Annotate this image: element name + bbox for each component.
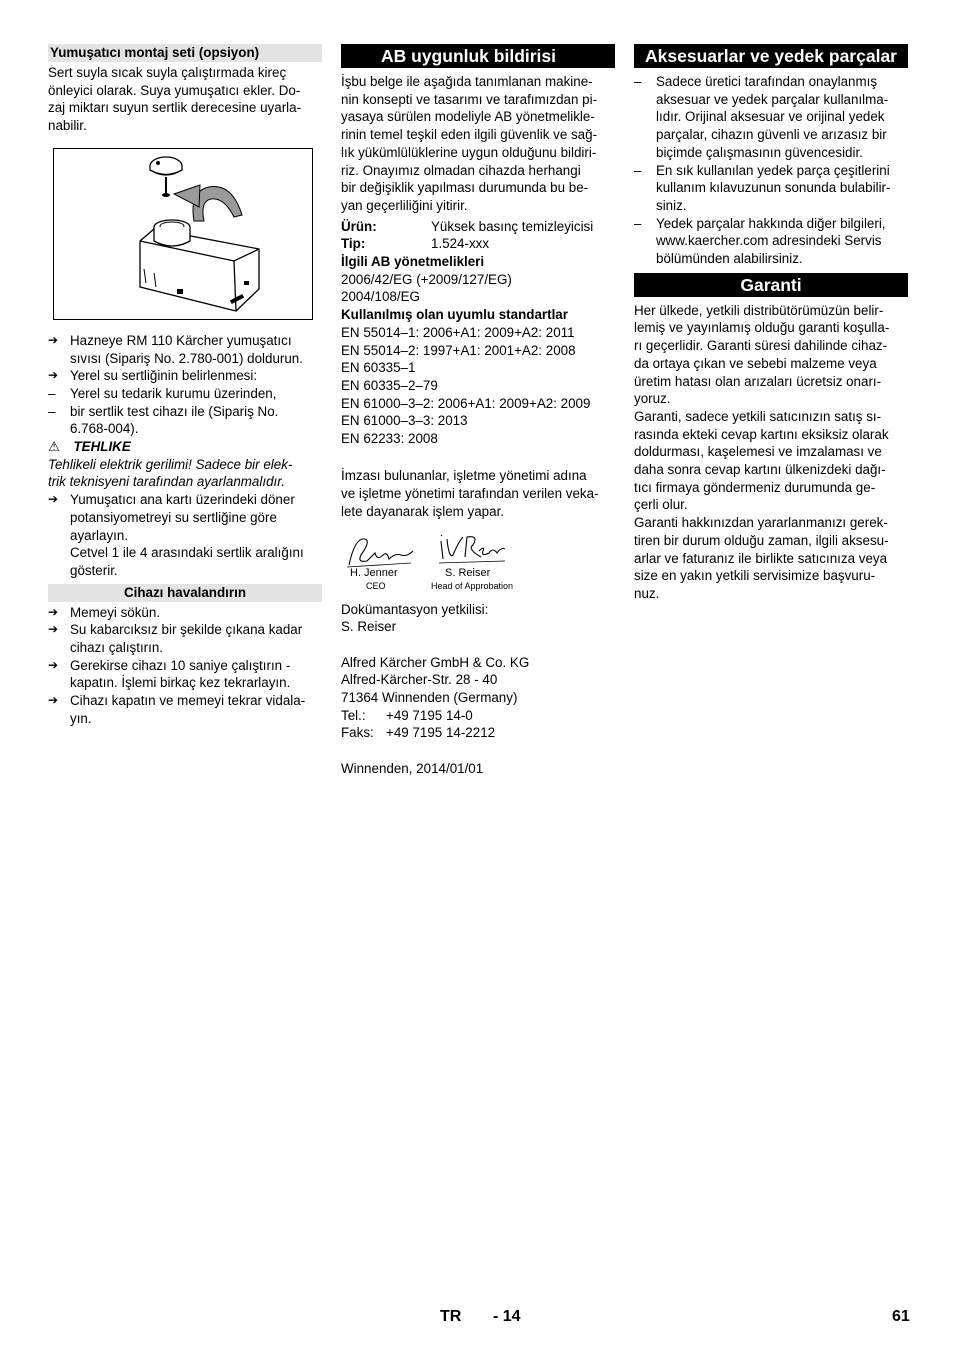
standard-line: EN 61000–3–2: 2006+A1: 2009+A2: 2009 (341, 395, 591, 411)
text-line: Yedek parçalar hakkında diğer bilgileri, (656, 215, 886, 231)
standard-line: EN 60335–2–79 (341, 377, 438, 393)
heading-softener-kit: Yumuşatıcı montaj seti (opsiyon) (48, 44, 322, 62)
text-line: cihazı çalıştırın. (70, 640, 164, 656)
text-line: Garanti, sadece yetkili satıcınızın satış sı- (634, 408, 882, 424)
list-item (48, 332, 322, 367)
signer2-name: S. Reiser (445, 566, 491, 579)
column-left (48, 44, 322, 728)
heading-eu-declaration: AB uygunluk bildirisi (341, 44, 615, 68)
dash-icon: – (48, 385, 56, 401)
tel-label: Tel.: (341, 707, 366, 723)
doc-label: Dokümantasyon yetkilisi: (341, 601, 489, 617)
doc-name: S. Reiser (341, 619, 397, 635)
list-item (48, 385, 322, 403)
signer1-role: CEO (366, 580, 386, 591)
steps-venting (48, 604, 322, 728)
column-right (634, 44, 908, 603)
type-row (341, 235, 615, 253)
text-line: size en yakın yetkili servisimize başvuru- (634, 568, 876, 584)
directives-label: İlgili AB yönetmelikleri (341, 254, 485, 270)
company-line: 71364 Winnenden (Germany) (341, 690, 518, 706)
list-item (634, 162, 908, 215)
text-line: da ortaya çıkan ve sebebi malzeme veya (634, 355, 877, 371)
text-line: Cetvel 1 ile 4 arasındaki sertlik aralığını (70, 545, 304, 561)
text-line: Yumuşatıcı ana kartı üzerindeki döner (70, 492, 295, 508)
type-value: 1.524-xxx (431, 236, 490, 252)
text-line: bir sertlik test cihazı ile (Sipariş No. (70, 403, 279, 419)
warning-title: TEHLIKE (73, 439, 131, 455)
text-line: nabilir. (48, 118, 87, 134)
directive-line: 2004/108/EG (341, 289, 420, 305)
heading-accessories: Aksesuarlar ve yedek parçalar (634, 44, 908, 68)
text-line: En sık kullanılan yedek parça çeşitlerini (656, 162, 890, 178)
text-line: Her ülkede, yetkili distribütörümüzün belir- (634, 302, 884, 318)
list-item (634, 215, 908, 268)
column-middle (341, 44, 615, 778)
danger-warning (48, 438, 322, 491)
text-line: 6.768-004). (70, 421, 139, 437)
signature-reiser (437, 531, 507, 565)
text-line: yoruz. (634, 391, 671, 407)
dash-icon: – (634, 74, 642, 89)
text-line: Memeyi sökün. (70, 604, 161, 620)
footer-language: TR (440, 1308, 462, 1325)
fax-value: +49 7195 14-2212 (386, 725, 496, 741)
text-line: nuz. (634, 585, 660, 601)
text-line: Sert suyla sıcak suyla çalıştırmada kireç (48, 65, 287, 80)
standard-line: EN 62233: 2008 (341, 431, 438, 447)
text-line: Yerel su tedarik kurumu üzerinden, (70, 385, 277, 401)
tel-row (341, 707, 615, 725)
text-line: yan geçerliliğini yitirir. (341, 197, 468, 213)
text-line: tıcı firmaya göndermeniz durumunda ge- (634, 479, 876, 495)
text-line: bölümünden alabilirsiniz. (656, 251, 803, 267)
signer1-name: H. Jenner (350, 566, 398, 579)
steps-fill (48, 332, 322, 438)
company-address (341, 654, 615, 743)
text-line: www.kaercher.com adresindeki Servis (656, 233, 882, 249)
text-line: potansiyometreyi su sertliğine göre (70, 509, 277, 525)
list-item (48, 403, 322, 438)
signers-intro (341, 467, 615, 520)
signature-block (341, 525, 615, 591)
text-line: rı geçerlidir. Garanti süresi dahilinde cihaz- (634, 338, 888, 354)
text-line: lıdır. Orijinal aksesuar ve orijinal yedek (656, 109, 885, 125)
signature-jenner (345, 533, 417, 569)
tel-value: +49 7195 14-0 (386, 707, 473, 723)
product-row (341, 218, 615, 236)
footer-page-number: 61 (892, 1308, 910, 1325)
product-label: Ürün: (341, 218, 377, 234)
steps-adjust (48, 491, 322, 580)
text-line: zaj miktarı suyun sertlik derecesine uyarla- (48, 100, 302, 116)
list-item (634, 73, 908, 162)
arrow-icon: ➔ (48, 492, 59, 507)
text-line: doldurması, kaşelemesi ve imzalaması ve (634, 444, 882, 460)
text-line: rasında ekteki cevap kartını eksiksiz olarak (634, 426, 889, 442)
text-line: yın. (70, 710, 92, 726)
text-line: lete dayanarak işlem yapar. (341, 503, 505, 519)
standards-list (341, 324, 615, 448)
warranty-text (634, 302, 908, 603)
text-line: nin konsepti ve tasarımı ve tarafımızdan pi- (341, 91, 598, 107)
dash-icon: – (634, 215, 642, 231)
text-line: Gerekirse cihazı 10 saniye çalıştırın - (70, 657, 291, 673)
list-item (48, 367, 322, 385)
accessories-list (634, 73, 908, 268)
text-line: kullanım kılavuzunun sonunda bulabilir- (656, 180, 891, 196)
text-line: Su kabarcıksız bir şekilde çıkana kadar (70, 622, 303, 638)
text-line: parçalar, cihazın güvenli ve arızasız bir (656, 127, 887, 143)
documentation-contact (341, 601, 615, 636)
text-line: riz. Onayımız olmadan cihazda herhangi (341, 162, 581, 178)
declaration-intro (341, 73, 615, 215)
place-date: Winnenden, 2014/01/01 (341, 760, 484, 776)
softener-intro (48, 64, 322, 135)
text-line: lık yükümlülüklerine uygun olduğunu bildiri- (341, 144, 597, 160)
text-line: ayarlayın. (70, 527, 129, 543)
text-line: daha sonra cevap kartını ülkenizdeki dağı- (634, 462, 886, 478)
text-line: Yerel su sertliğinin belirlenmesi: (70, 368, 258, 384)
arrow-icon: ➔ (48, 332, 59, 347)
list-item (48, 604, 322, 622)
arrow-icon: ➔ (48, 693, 59, 708)
text-line: önleyici olarak. Suya yumuşatıcı ekler. Do- (48, 82, 301, 98)
list-item (48, 657, 322, 692)
fax-label: Faks: (341, 725, 374, 741)
standard-line: EN 55014–1: 2006+A1: 2009+A2: 2011 (341, 324, 575, 340)
text-line: bir değişiklik yapılması durumunda bu be- (341, 180, 589, 196)
dash-icon: – (634, 162, 642, 178)
text-line: yasaya sürülen modeliyle AB yönetmelikle- (341, 109, 595, 125)
standard-line: EN 61000–3–3: 2013 (341, 413, 468, 429)
text-line: siniz. (656, 197, 687, 213)
text-line: arlar ve faturanız ile birlikte satıcınıza veya (634, 550, 888, 566)
text-line: gösterir. (70, 562, 118, 578)
text-line: Garanti hakkınızdan yararlanmanızı gerek- (634, 515, 888, 531)
text-line: kapatın. İşlemi birkaç kez tekrarlayın. (70, 675, 291, 691)
standard-line: EN 55014–2: 1997+A1: 2001+A2: 2008 (341, 342, 576, 358)
type-label: Tip: (341, 236, 366, 252)
list-item (48, 621, 322, 656)
arrow-icon: ➔ (48, 657, 59, 672)
text-line: çerli olur. (634, 497, 688, 513)
text-line: tiren bir durum olduğu zaman, ilgili aksesu- (634, 532, 889, 548)
arrow-icon: ➔ (48, 622, 59, 637)
footer-local-page: - 14 (493, 1308, 521, 1325)
text-line: biçimde çalışmasının güvencesidir. (656, 144, 863, 160)
company-line: Alfred Kärcher GmbH & Co. KG (341, 654, 530, 670)
heading-warranty: Garanti (634, 273, 908, 297)
standards-label: Kullanılmış olan uyumlu standartlar (341, 307, 568, 323)
text-line: sıvısı (Sipariş No. 2.780-001) doldurun. (70, 350, 303, 366)
text-line: üretim hatası olan arızaları ücretsiz onarı- (634, 373, 882, 389)
heading-venting: Cihazı havalandırın (48, 584, 322, 602)
text-line: rinin temel teşkil eden ilgili güvenlik ve sağ- (341, 127, 598, 143)
dash-icon: – (48, 403, 56, 419)
text-line: Hazneye RM 110 Kärcher yumuşatıcı (70, 332, 292, 348)
softener-figure (53, 148, 313, 320)
directive-line: 2006/42/EG (+2009/127/EG) (341, 271, 512, 287)
warning-triangle-icon: ⚠ (48, 439, 61, 455)
text-line: İmzası bulunanlar, işletme yönetimi adına (341, 468, 587, 484)
text-line: aksesuar ve yedek parçalar kullanılma- (656, 91, 889, 107)
text-line: Sadece üretici tarafından onaylanmış (656, 74, 878, 89)
text-line: İşbu belge ile aşağıda tanımlanan makine- (341, 74, 593, 89)
warning-text-line: Tehlikeli elektrik gerilimi! Sadece bir elek- (48, 456, 293, 472)
arrow-icon: ➔ (48, 368, 59, 383)
standard-line: EN 60335–1 (341, 360, 416, 376)
list-item (48, 491, 322, 580)
warning-text-line: trik teknisyeni tarafından ayarlanmalıdır. (48, 474, 285, 490)
softener-tank-illustration (54, 149, 312, 319)
text-line: ve işletme yönetimi tarafından verilen veka- (341, 486, 599, 502)
fax-row (341, 724, 615, 742)
product-value: Yüksek basınç temizleyicisi (431, 218, 594, 234)
arrow-icon: ➔ (48, 604, 59, 619)
list-item (48, 692, 322, 727)
text-line: Cihazı kapatın ve memeyi tekrar vidala- (70, 693, 306, 709)
signer2-role: Head of Approbation (431, 580, 514, 591)
text-line: lemiş ve yayınlamış olduğu garanti koşulla- (634, 320, 890, 336)
company-line: Alfred-Kärcher-Str. 28 - 40 (341, 672, 498, 688)
